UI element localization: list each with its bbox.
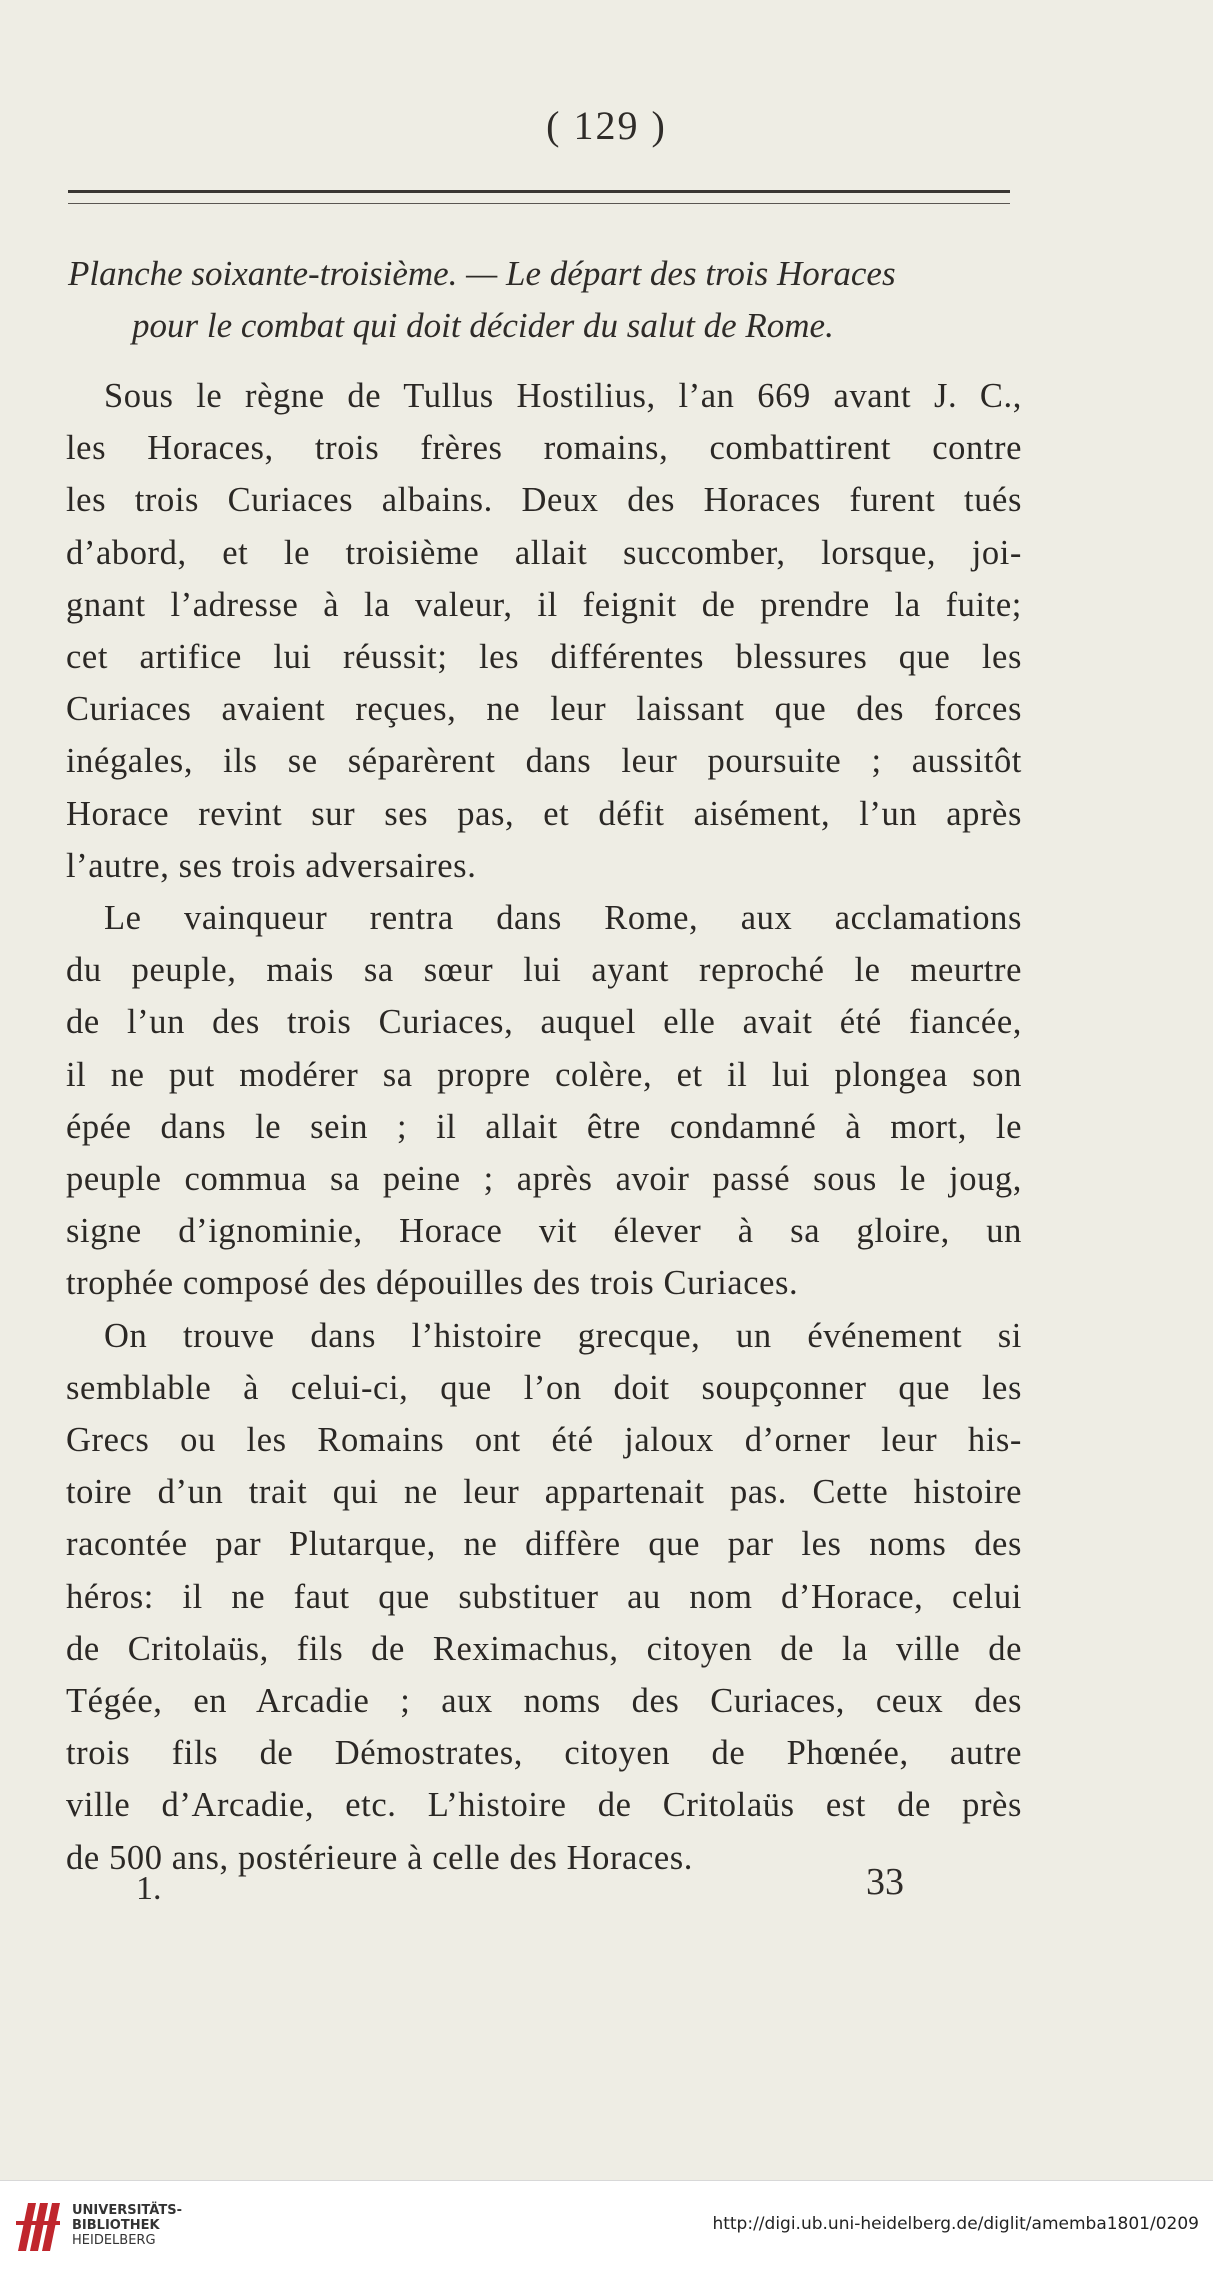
signature-mark: 1.: [136, 1870, 162, 1907]
body-line: il ne put modérer sa propre colère, et il lui plongea son: [66, 1055, 1022, 1094]
body-line: Tégée, en Arcadie ; aux noms des Curiaces, ceux des: [66, 1682, 1022, 1721]
body-line: trois fils de Démostrates, citoyen de Phœnée, autre: [66, 1734, 1022, 1773]
logo-line-3: HEIDELBERG: [72, 2233, 156, 2248]
body-line: Sous le règne de Tullus Hostilius, l’an 669 avant J. C.,: [104, 377, 1022, 415]
logo-line-1: UNIVERSITÄTS-: [72, 2203, 182, 2218]
plate-title: [68, 248, 1018, 352]
body-line: ville d’Arcadie, etc. L’histoire de Critolaüs est de près: [66, 1786, 1022, 1825]
body-line: peuple commua sa peine ; après avoir passé sous le joug,: [66, 1160, 1022, 1199]
body-line: racontée par Plutarque, ne diffère que par les noms des: [66, 1525, 1022, 1564]
plate-title-line-2: pour le combat qui doit décider du salut de Rome.: [132, 306, 834, 345]
body-line: les trois Curiaces albains. Deux des Horaces furent tués: [66, 481, 1022, 520]
body-line: du peuple, mais sa sœur lui ayant reproché le meurtre: [66, 951, 1022, 990]
plate-title-line-1: Planche soixante-troisième. — Le départ des trois Horaces: [68, 254, 896, 293]
body-line: Curiaces avaient reçues, ne leur laissant que des forces: [66, 690, 1022, 729]
body-line: Grecs ou les Romains ont été jaloux d’orner leur his-: [66, 1421, 1022, 1460]
body-line: de Critolaüs, fils de Reximachus, citoyen de la ville de: [66, 1629, 1022, 1668]
body-line: trophée composé des dépouilles des trois Curiaces.: [66, 1264, 799, 1303]
body-text: [66, 370, 1022, 1884]
body-line: toire d’un trait qui ne leur appartenait pas. Cette histoire: [66, 1473, 1022, 1512]
body-line: gnant l’adresse à la valeur, il feignit de prendre la fuite;: [66, 585, 1022, 624]
university-library-logo-icon: [14, 2195, 62, 2255]
body-line: Horace revint sur ses pas, et défit aisément, l’un après: [66, 794, 1022, 833]
body-line: les Horaces, trois frères romains, combattirent contre: [66, 429, 1022, 468]
body-line: d’abord, et le troisième allait succomber, lorsque, joi-: [66, 533, 1022, 572]
viewer-footer: [0, 2180, 1213, 2271]
body-line: semblable à celui-ci, que l’on doit soupçonner que les: [66, 1368, 1022, 1407]
page-header-number: ( 129 ): [546, 103, 667, 148]
permalink-url[interactable]: http://digi.ub.uni-heidelberg.de/diglit/amemba1801/0209: [712, 2214, 1199, 2234]
body-line: l’autre, ses trois adversaires.: [66, 846, 477, 885]
logo-line-2: BIBLIOTHEK: [72, 2218, 160, 2233]
header-rule-thin: [68, 203, 1010, 204]
body-line: cet artifice lui réussit; les différentes blessures que les: [66, 638, 1022, 677]
body-line: de l’un des trois Curiaces, auquel elle avait été fiancée,: [66, 1003, 1022, 1042]
body-line: inégales, ils se séparèrent dans leur poursuite ; aussitôt: [66, 742, 1022, 781]
body-line: de 500 ans, postérieure à celle des Horaces.: [66, 1838, 694, 1877]
folio-number: 33: [866, 1861, 904, 1903]
body-line: signe d’ignominie, Horace vit élever à sa gloire, un: [66, 1212, 1022, 1251]
body-line: héros: il ne faut que substituer au nom d’Horace, celui: [66, 1577, 1022, 1616]
body-line: Le vainqueur rentra dans Rome, aux acclamations: [104, 899, 1022, 938]
university-library-name: [72, 2203, 182, 2248]
body-line: On trouve dans l’histoire grecque, un événement si: [104, 1316, 1022, 1355]
body-line: épée dans le sein ; il allait être condamné à mort, le: [66, 1107, 1022, 1146]
header-rule-thick: [68, 190, 1010, 193]
